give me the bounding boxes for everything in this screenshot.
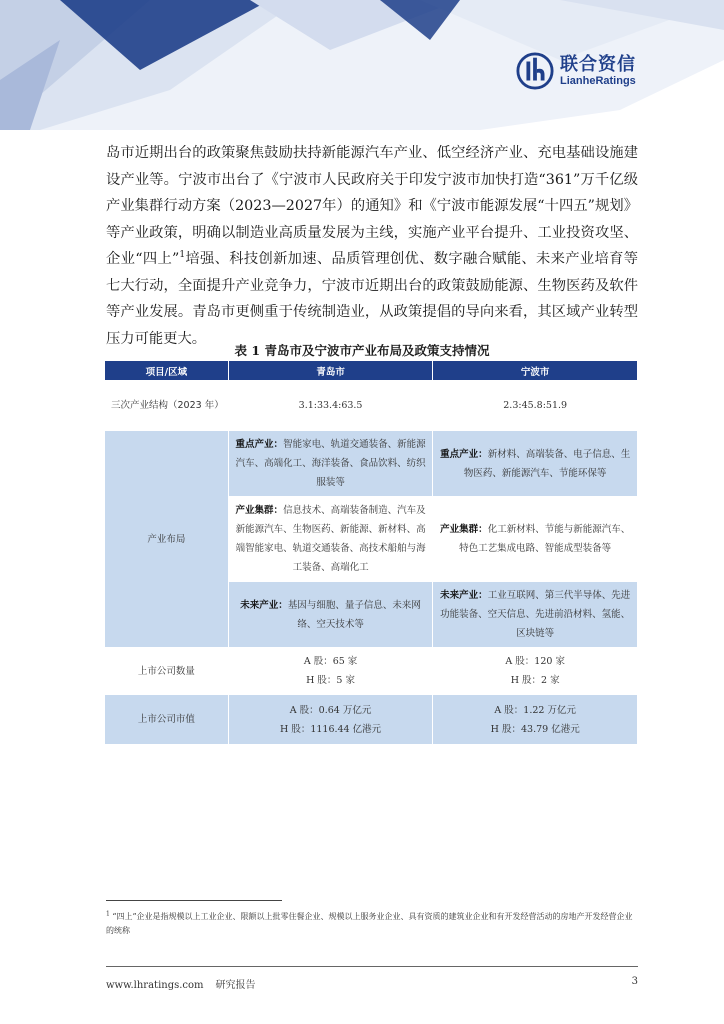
body-paragraph-part-b: 培强、科技创新加速、品质管理创优、数字融合赋能、未来产业培育等七大行动，全面提升产业竞争力，宁波市近期出台的政策鼓励能源、生物医药及软件等产业发展。青岛市更侧重于传统制造业，从政策提倡的导向来看，其区域产业转型压力可能更大。 (106, 251, 638, 347)
a-share-value: A 股：0.64 万亿元 (289, 704, 372, 716)
lianhe-logo-icon (516, 52, 554, 90)
listed-count-ningbo (433, 648, 638, 695)
brand-logo (516, 52, 636, 90)
table-row-listed-count (105, 648, 638, 695)
keyword-label: 未来产业： (240, 599, 288, 611)
footer-left (106, 976, 256, 991)
keyword-label: 产业集群： (440, 524, 488, 535)
row-label-listed-count: 上市公司数量 (105, 648, 229, 695)
industry-policy-table (104, 360, 638, 745)
layout-text: 基因与细胞、量子信息、未来网络、空天技术等 (287, 599, 421, 630)
brand-name-en: LianheRatings (560, 74, 636, 87)
body-paragraph-part-a: 岛市近期出台的政策聚焦鼓励扶持新能源汽车产业、低空经济产业、充电基础设施建设产业等。宁波市出台了《宁波市人民政府关于印发宁波市加快打造“361”万千亿级产业集群行动方案（2023—2027年）的通知》和《宁波市能源发展“十四五”规划》等产业政策，明确以制造业高质量发展为主线，实施产业平台提升、工业投资攻坚、企业“四上” (106, 145, 638, 267)
table-row-layout-focus (105, 431, 638, 497)
header-qingdao: 青岛市 (228, 361, 433, 381)
keyword-label: 产业集群： (235, 505, 284, 516)
a-share-count: A 股：120 家 (505, 656, 565, 667)
table-row-market-value (105, 695, 638, 745)
row-label-market-value: 上市公司市值 (105, 695, 229, 745)
layout-qingdao-cluster (228, 497, 433, 582)
keyword-label: 重点产业： (235, 439, 284, 450)
layout-text: 工业互联网、第三代半导体、先进功能装备、空天信息、先进前沿材料、氢能、区块链等 (440, 590, 631, 639)
h-share-value: H 股：43.79 亿港元 (490, 723, 580, 735)
layout-qingdao-focus (228, 431, 433, 497)
footer-divider (106, 966, 638, 967)
footnote-divider (106, 900, 282, 901)
footer-website-link[interactable]: www.lhratings.com (106, 980, 204, 991)
h-share-count: H 股：5 家 (306, 675, 355, 686)
layout-ningbo-future (433, 582, 638, 648)
structure-qingdao: 3.1:33.4:63.5 (228, 381, 433, 431)
row-label-layout: 产业布局 (105, 431, 229, 648)
market-value-ningbo (433, 695, 638, 745)
header-item-region: 项目/区域 (105, 361, 229, 381)
footer-doc-type: 研究报告 (215, 980, 256, 991)
page-number: 3 (631, 976, 638, 987)
row-label-structure: 三次产业结构（2023 年） (105, 381, 229, 431)
a-share-count: A 股：65 家 (303, 656, 358, 667)
footnote-marker: 1 (106, 910, 110, 918)
layout-text: 化工新材料、节能与新能源汽车、特色工艺集成电路、智能成型装备等 (459, 524, 631, 554)
h-share-value: H 股：1116.44 亿港元 (280, 723, 382, 735)
table-header-row (105, 361, 638, 381)
footnote (106, 910, 638, 938)
h-share-count: H 股：2 家 (510, 675, 560, 686)
listed-count-qingdao (228, 648, 433, 695)
brand-name-cn: 联合资信 (560, 53, 636, 75)
keyword-label: 未来产业： (440, 590, 488, 601)
layout-text: 新材料、高端装备、电子信息、生物医药、新能源汽车、节能环保等 (463, 448, 631, 479)
table-title: 表 1 青岛市及宁波市产业布局及政策支持情况 (234, 343, 490, 358)
layout-ningbo-focus (433, 431, 638, 497)
structure-ningbo: 2.3:45.8:51.9 (433, 381, 638, 431)
table-row-structure (105, 381, 638, 431)
keyword-label: 重点产业： (440, 448, 488, 460)
a-share-value: A 股：1.22 万亿元 (494, 704, 576, 716)
header-ningbo: 宁波市 (433, 361, 638, 381)
market-value-qingdao (228, 695, 433, 745)
footnote-ref[interactable]: 1 (179, 250, 186, 261)
layout-text: 智能家电、轨道交通装备、新能源汽车、高端化工、海洋装备、食品饮料、纺织服装等 (235, 439, 426, 488)
layout-text: 信息技术、高端装备制造、汽车及新能源汽车、生物医药、新能源、新材料、高端智能家电、轨道交通装备、高技术船舶与海工装备、高端化工 (235, 505, 426, 573)
layout-qingdao-future (228, 582, 433, 648)
footnote-text: “四上”企业是指规模以上工业企业、限额以上批零住餐企业、规模以上服务业企业、具有资质的建筑业企业和有开发经营活动的房地产开发经营企业的统称 (106, 912, 633, 935)
layout-ningbo-cluster (433, 497, 638, 582)
body-paragraph (106, 140, 638, 352)
